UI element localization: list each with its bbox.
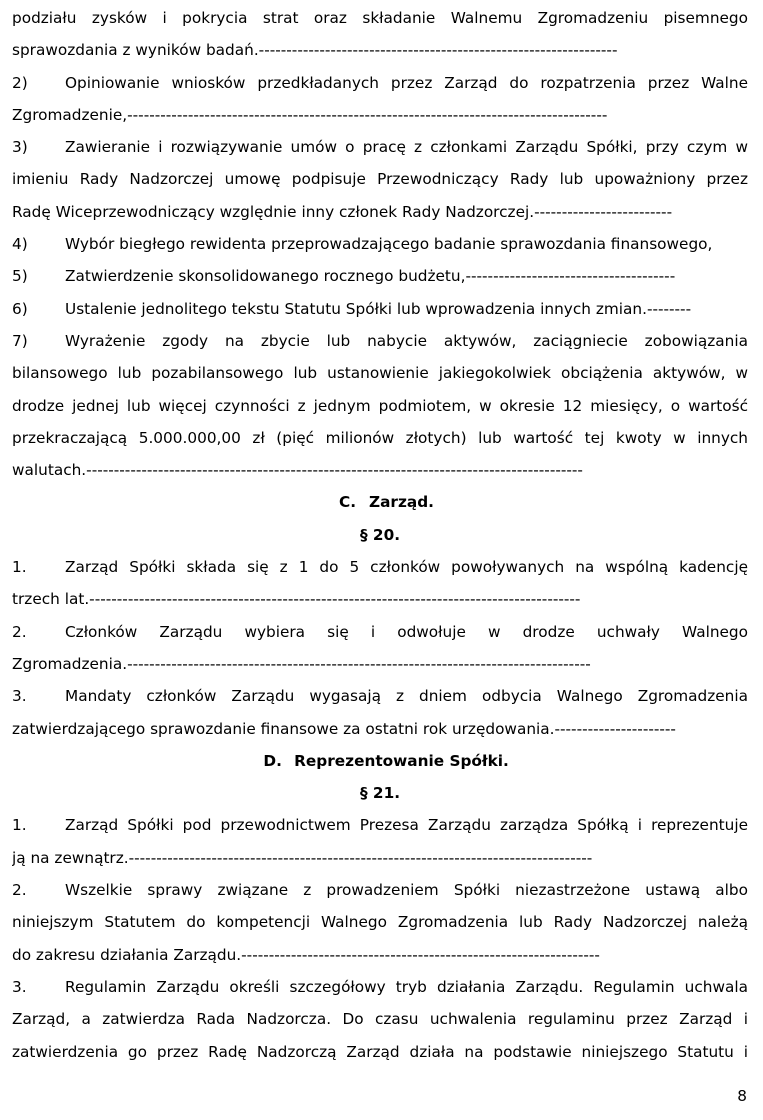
item-number: 4) [12, 235, 28, 254]
line-text: Ustalenie jednolitego tekstu Statutu Spółki lub wprowadzenia innych zmian.-------- [65, 299, 692, 318]
line-text: trzech lat.----------------------------------------------------------------------------------------- [12, 590, 581, 609]
section-heading [12, 486, 748, 518]
text-line [12, 357, 748, 389]
section-heading [12, 745, 748, 777]
line-text: przekraczającą 5.000.000,00 zł (pięć milionów złotych) lub wartość tej kwoty w innych [12, 428, 748, 447]
text-line [12, 131, 748, 163]
section-title: Zarząd. [369, 493, 434, 512]
line-text: Zarząd Spółki pod przewodnictwem Prezesa Zarządu zarządza Spółką i reprezentuje [65, 816, 748, 835]
text-line [12, 196, 748, 228]
section-heading [12, 519, 748, 551]
text-line [12, 874, 748, 906]
item-number: 3. [12, 977, 27, 996]
text-line [12, 551, 748, 583]
item-number: 3. [12, 687, 27, 706]
line-text: Mandaty członków Zarządu wygasają z dniem odbycia Walnego Zgromadzenia [65, 687, 748, 706]
line-text: Regulamin Zarządu określi szczegółowy tryb działania Zarządu. Regulamin uchwala [65, 977, 748, 996]
line-text: Zgromadzenie,--------------------------------------------------------------------------------------- [12, 105, 608, 124]
item-number: 3) [12, 138, 28, 157]
line-text: Zgromadzenia.------------------------------------------------------------------------------------ [12, 654, 591, 673]
text-line [12, 260, 748, 292]
text-line [12, 163, 748, 195]
text-line [12, 1036, 748, 1068]
text-line [12, 1003, 748, 1035]
line-text: Zarząd, a zatwierdza Rada Nadzorcza. Do czasu uchwalenia regulaminu przez Zarząd i [12, 1010, 748, 1029]
line-text: drodze jednej lub więcej czynności z jednym podmiotem, w okresie 12 miesięcy, o wartość [12, 396, 748, 415]
line-text: Wybór biegłego rewidenta przeprowadzającego badanie sprawozdania finansowego, [65, 235, 713, 254]
line-text: zatwierdzającego sprawozdanie finansowe za ostatni rok urzędowania.---------------------- [12, 719, 676, 738]
text-line [12, 713, 748, 745]
text-line [12, 390, 748, 422]
line-text: Zarząd Spółki składa się z 1 do 5 członków powoływanych na wspólną kadencję [65, 558, 748, 577]
text-line [12, 293, 748, 325]
line-text: Opiniowanie wniosków przedkładanych przez Zarząd do rozpatrzenia przez Walne [65, 73, 748, 92]
text-line [12, 939, 748, 971]
item-number: 2) [12, 73, 28, 92]
text-line [12, 809, 748, 841]
text-line [12, 648, 748, 680]
text-line [12, 680, 748, 712]
text-line [12, 583, 748, 615]
line-text: Wszelkie sprawy związane z prowadzeniem Spółki niezastrzeżone ustawą albo [65, 881, 748, 900]
line-text: walutach.------------------------------------------------------------------------------------------ [12, 461, 583, 480]
text-line [12, 325, 748, 357]
line-text: Wyrażenie zgody na zbycie lub nabycie aktywów, zaciągniecie zobowiązania [65, 331, 748, 350]
item-number: 1. [12, 558, 27, 577]
line-text: sprawozdania z wyników badań.----------------------------------------------------------------- [12, 41, 618, 60]
text-line [12, 842, 748, 874]
line-text: ją na zewnątrz.------------------------------------------------------------------------------------ [12, 848, 593, 867]
text-line [12, 906, 748, 938]
text-line [12, 99, 748, 131]
line-text: podziału zysków i pokrycia strat oraz składanie Walnemu Zgromadzeniu pisemnego [12, 9, 748, 27]
item-number: 6) [12, 299, 28, 318]
text-line [12, 616, 748, 648]
section-title: § 21. [359, 784, 401, 803]
line-text: niniejszym Statutem do kompetencji Walnego Zgromadzenia lub Rady Nadzorczej należą [12, 913, 748, 932]
item-number: 2. [12, 881, 27, 900]
text-line [12, 454, 748, 486]
line-text: Zawieranie i rozwiązywanie umów o pracę z członkami Zarządu Spółki, przy czym w [65, 138, 748, 157]
section-letter: D. [263, 751, 282, 770]
section-title: Reprezentowanie Spółki. [294, 751, 509, 770]
line-text: Zatwierdzenie skonsolidowanego rocznego budżetu,-------------------------------------- [65, 267, 676, 286]
text-line [12, 2, 748, 34]
text-line [12, 422, 748, 454]
document-body [12, 2, 748, 1068]
item-number: 2. [12, 622, 27, 641]
line-text: zatwierdzenia go przez Radę Nadzorczą Zarząd działa na podstawie niniejszego Statutu i [12, 1042, 748, 1061]
section-heading [12, 777, 748, 809]
line-text: bilansowego lub pozabilansowego lub ustanowienie jakiegokolwiek obciążenia aktywów, w [12, 364, 748, 383]
section-letter: C. [338, 493, 357, 512]
item-number: 7) [12, 331, 28, 350]
text-line [12, 34, 748, 66]
text-line [12, 971, 748, 1003]
page-number: 8 [737, 1087, 747, 1105]
item-number: 1. [12, 816, 27, 835]
section-title: § 20. [359, 525, 401, 544]
item-number: 5) [12, 267, 28, 286]
line-text: Radę Wiceprzewodniczący względnie inny członek Rady Nadzorczej.------------------------- [12, 202, 673, 221]
line-text: imieniu Rady Nadzorczej umowę podpisuje Przewodniczący Rady lub upoważniony przez [12, 170, 748, 189]
line-text: do zakresu działania Zarządu.----------------------------------------------------------------- [12, 945, 600, 964]
text-line [12, 67, 748, 99]
line-text: Członków Zarządu wybiera się i odwołuje w drodze uchwały Walnego [65, 622, 748, 641]
text-line [12, 228, 748, 260]
